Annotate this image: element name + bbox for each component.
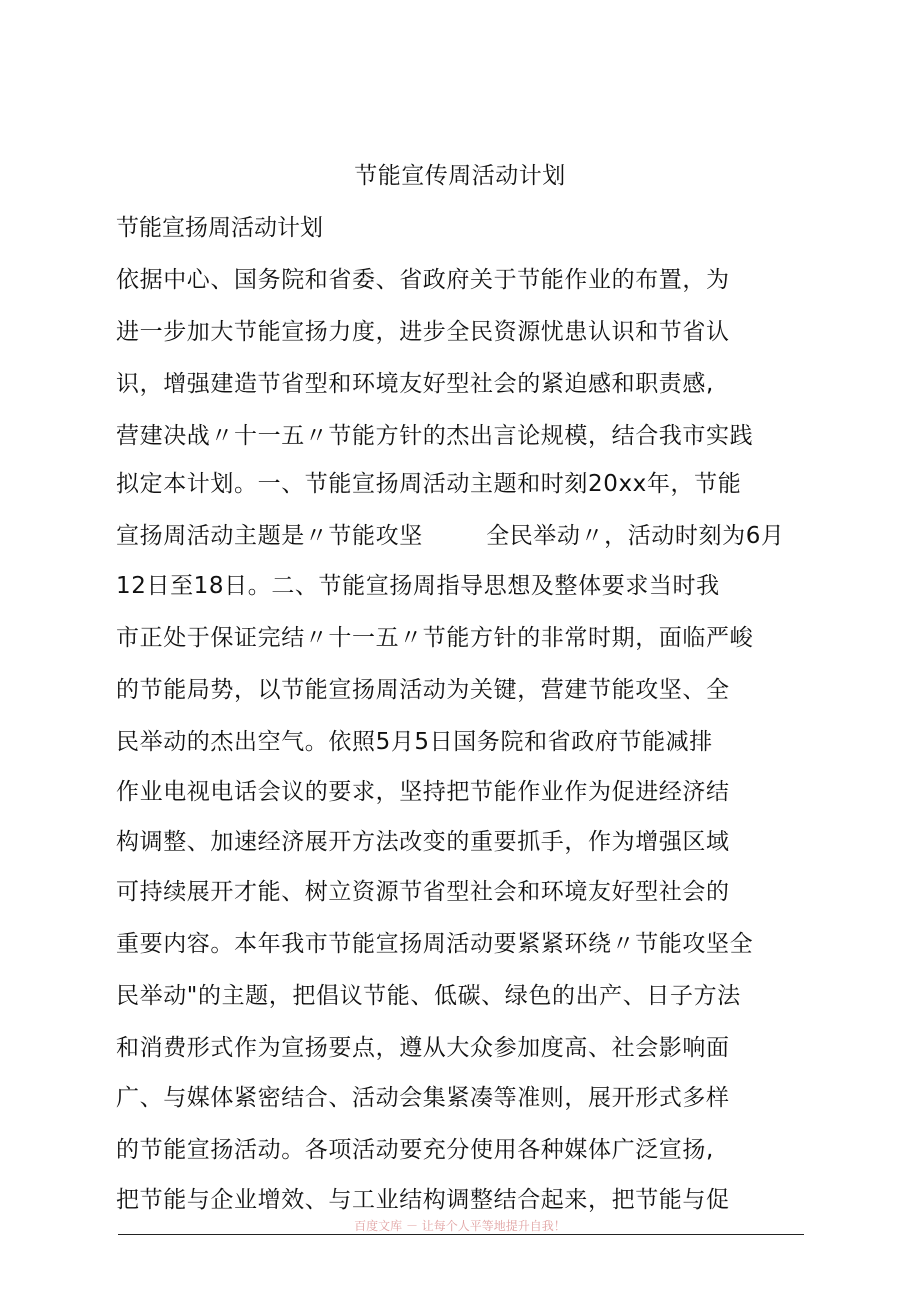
body-line: 进一步加大节能宣扬力度，进步全民资源忧患认识和节省认 — [116, 319, 730, 345]
body-line: 构调整、加速经济展开方法改变的重要抓手，作为增强区域 — [116, 829, 730, 855]
body-line: 民举动"的主题，把倡议节能、低碳、绿色的出产、日子方法 — [116, 983, 741, 1009]
body-line: 拟定本计划。一、节能宣扬周活动主题和时刻20xx年，节能 — [116, 471, 742, 497]
document-subtitle: 节能宣扬周活动计划 — [116, 215, 323, 241]
body-line: 宣扬周活动主题是〃节能攻坚 全民举动〃，活动时刻为6月 — [116, 523, 785, 549]
body-line: 和消费形式作为宣扬要点，遵从大众参加度高、社会影响面 — [116, 1035, 730, 1061]
footer-divider — [118, 1234, 804, 1235]
body-line: 市正处于保证完结〃十一五〃节能方针的非常时期，面临严峻 — [116, 625, 754, 651]
body-line: 作业电视电话会议的要求，坚持把节能作业作为促进经济结 — [116, 779, 730, 805]
body-line: 的节能宣扬活动。各项活动要充分使用各种媒体广泛宣扬, — [116, 1137, 714, 1163]
body-line: 依据中心、国务院和省委、省政府关于节能作业的布置，为 — [116, 267, 730, 293]
body-line: 民举动的杰出空气。依照5月5日国务院和省政府节能减排 — [116, 729, 713, 755]
body-line: 广、与媒体紧密结合、活动会集紧凑等准则，展开形式多样 — [116, 1085, 730, 1111]
page-title: 节能宣传周活动计划 — [354, 163, 566, 189]
footer-watermark: 百度文库 － 让每个人平等地提升自我！ — [354, 1219, 566, 1233]
body-line: 营建决战〃十一五〃节能方针的杰出言论规模，结合我市实践 — [116, 423, 754, 449]
body-line: 可持续展开才能、树立资源节省型社会和环境友好型社会的 — [116, 879, 730, 905]
body-line: 的节能局势，以节能宣扬周活动为关键，营建节能攻坚、全 — [116, 677, 730, 703]
body-line: 把节能与企业增效、与工业结构调整结合起来，把节能与促 — [116, 1187, 730, 1213]
body-line: 识，增强建造节省型和环境友好型社会的紧迫感和职责感, — [116, 371, 714, 397]
body-line: 12日至18日。二、节能宣扬周指导思想及整体要求当时我 — [116, 573, 720, 599]
body-line: 重要内容。本年我市节能宣扬周活动要紧紧环绕〃节能攻坚全 — [116, 931, 754, 957]
